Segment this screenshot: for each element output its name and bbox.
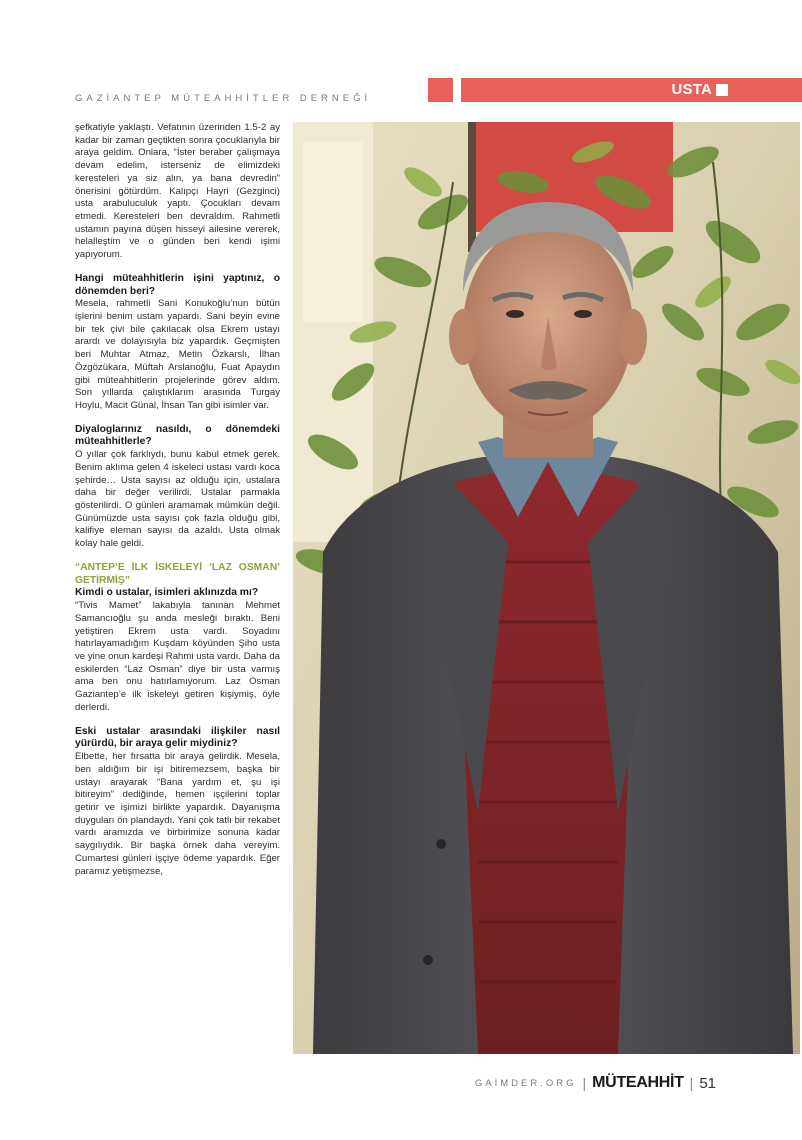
interview-answer: Mesela, rahmetli Sani Konukoğlu’nun bütün işlerini benim ustam yapardı. Sani beyin evine bir tek çivi bile çakılacak olsa Ekrem ustayı arardı ve dolayısıyla biz yapardık. Geçmişten beri Muhtar Atmaz, Metin Özkarslı, İlhan Özgözükara, Müftah Arslanoğlu, Fuat Apaydın gibi müteahhitlerin projelerinde görev aldım. Son yıllarda çalıştıklarım arasında Turgay Hoylu, Macit Günal, İhsan Tan gibi isimler var. [75, 298, 280, 411]
footer-website: GAİMDER.ORG [474, 1077, 577, 1089]
header-accent-block [428, 78, 453, 102]
section-header-bar [461, 78, 802, 102]
interview-question: Diyaloglarınız nasıldı, o dönemdeki müteahhitlerle? [75, 423, 280, 448]
interview-answer: O yıllar çok farklıydı, bunu kabul etmek gerek. Benim aklıma gelen 4 iskeleci ustası vardı koca şehirde… Usta sayısı az olduğu için, ustalara daha bir değer verilirdi. Ustalar parmakla gösterilirdi. O günleri aramamak mümkün değil. Günümüzde usta sayısı çok fazla olduğu gibi, kalifiye eleman sayısı da azaldı. Usta olmak kolay hale geldi. [75, 449, 280, 550]
article-paragraph: şefkatiyle yaklaştı. Vefatının üzerinden 1.5-2 ay kadar bir zaman geçtikten sonra çocuklarıyla bir araya geldim. Onlara, “İster beraber çalışmaya devam edelim, isterseniz de elimizdeki keresteleri ya siz alın, ya bana devredin” önerisini götürdüm. Kalıpçı Hayri (Gezginci) usta arabuluculuk yaptı. Çocukları devam etmedi. Keresteleri ben devraldım. Rahmetli ustamın payına düşen hisseyi ailesine vererek, helalleştim ve o günden beri kendi işimi yapıyorum. [75, 122, 280, 261]
section-highlight-heading: “ANTEP’E İLK İSKELEYİ ‘LAZ OSMAN’ GETİRMİŞ” [75, 561, 280, 586]
page-number: 51 [699, 1074, 716, 1092]
square-icon [716, 84, 728, 96]
footer-separator: | [689, 1075, 694, 1091]
portrait-photo [293, 122, 800, 1054]
association-name: GAZİANTEP MÜTEAHHİTLER DERNEĞİ [75, 93, 372, 104]
interview-answer: “Tivis Mamet” lakabıyla tanınan Mehmet Samancıoğlu şu anda mesleği bıraktı. Beni yetiştiren Ekrem usta vardı. Soyadını hatırlayamadığım Kuşdam köyünden Şiho usta ve yine onun kardeşi Rahmi usta vardı. Daha da eskilerden “Laz Osman” diye bir usta varmış ama ben onu hatırlamıyorum. Laz Osman Gaziantep’e ilk iskeleyi getiren kişiymiş, öyle derlerdi. [75, 600, 280, 713]
interview-question: Hangi müteahhitlerin işini yaptınız, o dönemden beri? [75, 272, 280, 297]
section-label: USTA [671, 81, 712, 98]
magazine-brand: MÜTEAHHİT [592, 1074, 684, 1091]
page-footer [475, 1073, 716, 1093]
interview-answer: Elbette, her fırsatta bir araya gelirdik. Mesela, ben aldığım bir işi bitiremezsem, başka bir ustayı arayarak “Bana yardım et, şu işi bitireyim” dediğinde, hemen işçilerini toplar getirir ve işimizi birlikte yapardık. Dayanışma duyguları ön plandaydı. Yani çok tatlı bir rekabet vardı aramızda ve birbirimize sonuna kadar saygılıydık. Bir başka örnek daha vereyim. Cumartesi günleri işçiye ödeme yapardık. Eğer paramız yetişmezse, [75, 751, 280, 877]
article-column [75, 122, 280, 878]
interview-question: Kimdi o ustalar, isimleri aklınızda mı? [75, 587, 259, 599]
footer-separator: | [582, 1075, 587, 1091]
interview-question: Eski ustalar arasındaki ilişkiler nasıl yürürdü, bir araya gelir miydiniz? [75, 725, 280, 750]
